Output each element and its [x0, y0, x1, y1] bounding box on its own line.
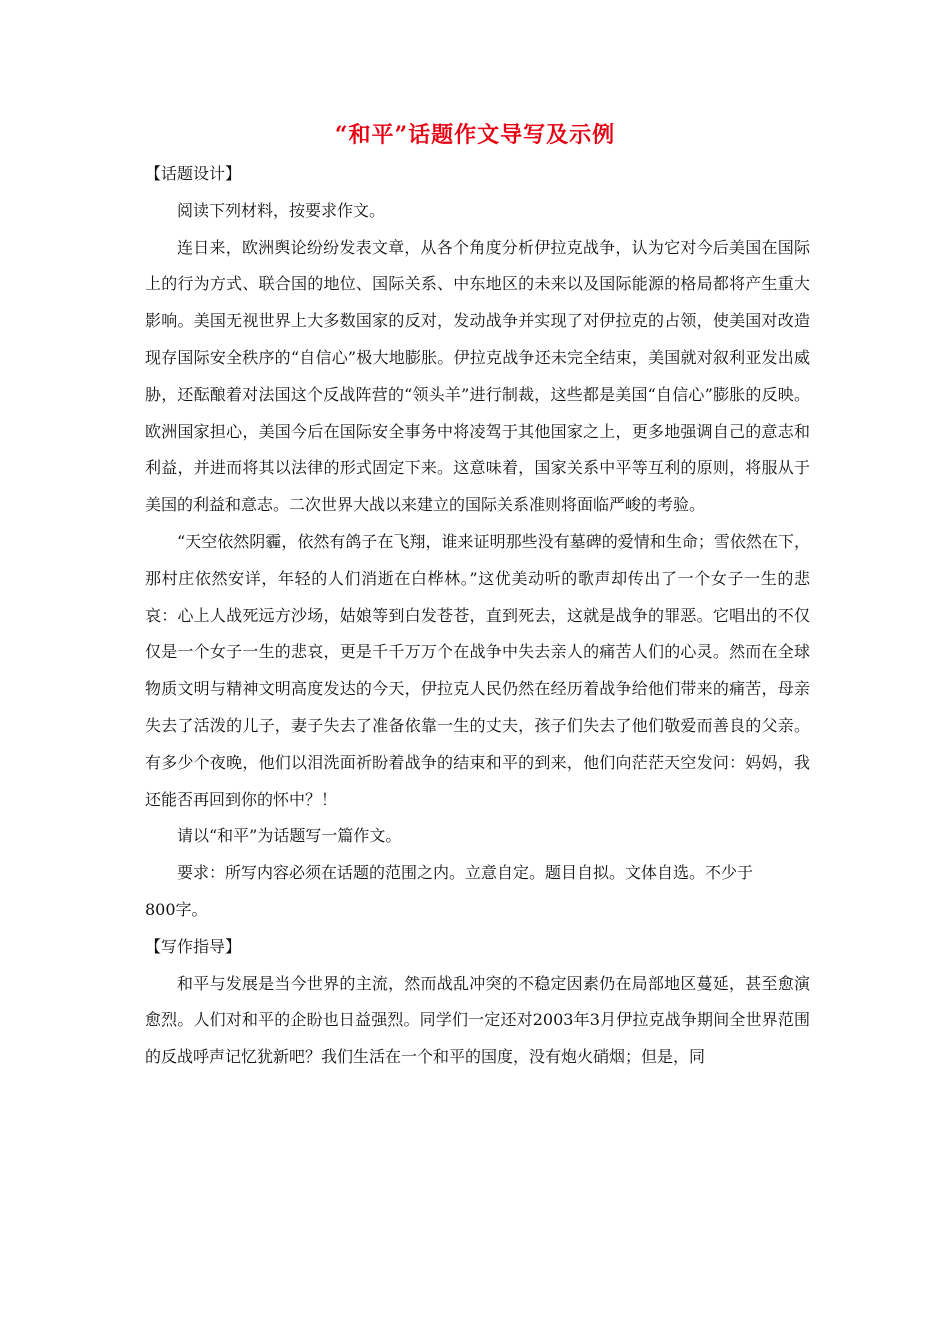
instruction-paragraph: 阅读下列材料，按要求作文。 — [177, 200, 386, 220]
guide-paragraph-1: 和平与发展是当今世界的主流，然而战乱冲突的不稳定因素仍在局部地区蔓延，甚至愈演愈烈。人们对和平的企盼也日益强烈。同学们一定还对2003年3月伊拉克战争期间全世界范围的反战呼声记忆犹新吧？我们生活在一个和平的国度，没有炮火硝烟；但是，同 — [145, 973, 810, 1067]
topic-prompt-paragraph: 请以“和平”为话题写一篇作文。 — [177, 826, 402, 846]
section-heading-writing-guide: 【写作指导】 — [145, 936, 242, 956]
section-heading-topic-design: 【话题设计】 — [145, 164, 242, 183]
requirements-tail: 800字。 — [145, 899, 208, 919]
document-body — [145, 156, 810, 1076]
document-title: “和平”话题作文导写及示例 — [334, 122, 616, 148]
material-paragraph-1: 连日来，欧洲舆论纷纷发表文章，从各个角度分析伊拉克战争，认为它对今后美国在国际上的行为方式、联合国的地位、国际关系、中东地区的未来以及国际能源的格局都将产生重大影响。美国无视世界上大多数国家的反对，发动战争并实现了对伊拉克的占领，使美国对改造现存国际安全秩序的“自信心”极大地膨胀。伊拉克战争还未完全结束，美国就对叙利亚发出威胁，还酝酿着对法国这个反战阵营的“领头羊”进行制裁，这些都是美国“自信心”膨胀的反映。欧洲国家担心，美国今后在国际安全事务中将凌驾于其他国家之上，更多地强调自己的意志和利益，并进而将其以法律的形式固定下来。这意味着，国家关系中平等互利的原则，将服从于美国的利益和意志。二次世界大战以来建立的国际关系准则将面临严峻的考验。 — [145, 237, 810, 515]
material-paragraph-2: “天空依然阴霾，依然有鸽子在飞翔，谁来证明那些没有墓碑的爱情和生命；雪依然在下，那村庄依然安详，年轻的人们消逝在白桦林。”这优美动听的歌声却传出了一个女子一生的悲哀：心上人战死远方沙场，姑娘等到白发苍苍，直到死去，这就是战争的罪恶。它唱出的不仅仅是一个女子一生的悲哀，更是千千万万个在战争中失去亲人的痛苦人们的心灵。然而在全球物质文明与精神文明高度发达的今天，伊拉克人民仍然在经历着战争给他们带来的痛苦，母亲失去了活泼的儿子，妻子失去了准备依靠一生的丈夫，孩子们失去了他们敬爱而善良的父亲。有多少个夜晚，他们以泪洗面祈盼着战争的结束和平的到来，他们向茫茫天空发问：妈妈，我还能否再回到你的怀中？！ — [145, 531, 810, 809]
requirements-paragraph: 要求：所写内容必须在话题的范围之内。立意自定。题目自拟。文体自选。不少于 — [177, 863, 754, 883]
